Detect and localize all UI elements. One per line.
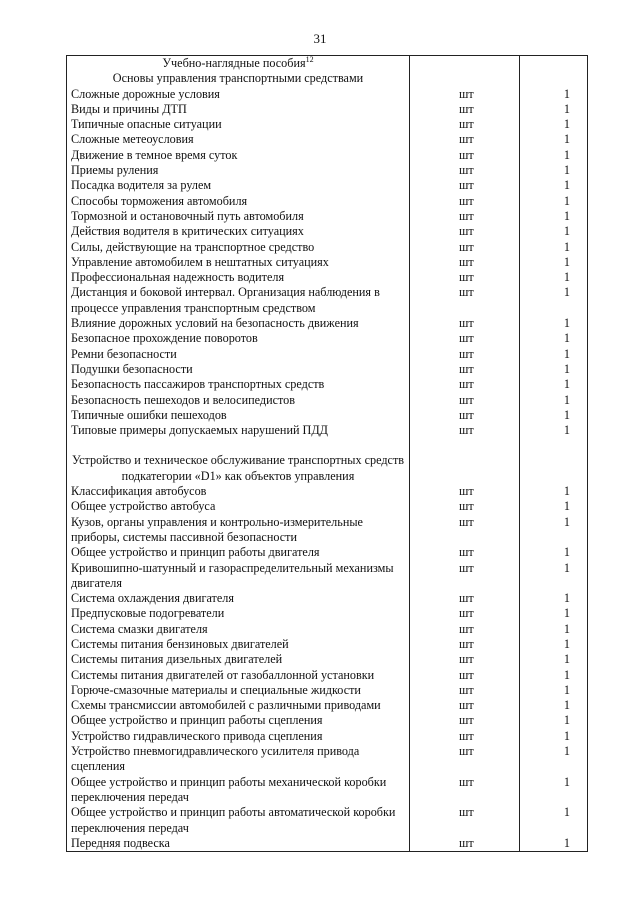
item-name: Системы питания бензиновых двигателей [67,637,410,652]
item-name: Система охлаждения двигателя [67,591,410,606]
item-name: Безопасность пешеходов и велосипедистов [67,393,410,408]
table-row [67,775,588,806]
item-qty: 1 [520,316,588,331]
item-name: Общее устройство и принцип работы механической коробки переключения передач [67,775,410,806]
item-unit: шт [410,683,520,698]
item-qty: 1 [520,729,588,744]
empty-cell [410,56,520,72]
item-qty: 1 [520,178,588,193]
item-qty: 1 [520,132,588,147]
item-qty: 1 [520,163,588,178]
table-row [67,591,588,606]
item-unit: шт [410,805,520,836]
item-unit: шт [410,637,520,652]
item-name: Общее устройство и принцип работы автоматической коробки переключения передач [67,805,410,836]
item-unit: шт [410,117,520,132]
item-unit: шт [410,178,520,193]
empty-cell [410,453,520,484]
empty-cell [520,56,588,72]
table-row [67,377,588,392]
table-row [67,606,588,621]
table-row [67,393,588,408]
table-row [67,729,588,744]
item-name: Посадка водителя за рулем [67,178,410,193]
table-row [67,255,588,270]
page-number: 31 [313,31,327,46]
item-unit: шт [410,255,520,270]
table-row [67,622,588,637]
table-row [67,408,588,423]
table-row [67,836,588,852]
item-qty: 1 [520,499,588,514]
table-header-row [67,56,588,72]
empty-cell [410,438,520,453]
item-name: Профессиональная надежность водителя [67,270,410,285]
item-qty: 1 [520,744,588,775]
item-qty: 1 [520,285,588,316]
item-unit: шт [410,698,520,713]
item-name: Устройство гидравлического привода сцепления [67,729,410,744]
item-qty: 1 [520,683,588,698]
item-qty: 1 [520,270,588,285]
table-row [67,561,588,592]
item-name: Передняя подвеска [67,836,410,852]
item-qty: 1 [520,561,588,592]
table-row [67,713,588,728]
item-unit: шт [410,408,520,423]
item-name: Подушки безопасности [67,362,410,377]
empty-cell [520,71,588,86]
item-unit: шт [410,729,520,744]
section-heading-row [67,453,588,484]
table-title: Учебно-наглядные пособия [162,56,306,70]
item-name: Горюче-смазочные материалы и специальные жидкости [67,683,410,698]
item-name: Ремни безопасности [67,347,410,362]
item-qty: 1 [520,545,588,560]
item-qty: 1 [520,148,588,163]
empty-cell [520,438,588,453]
item-unit: шт [410,652,520,667]
item-unit: шт [410,209,520,224]
table-row [67,683,588,698]
section-heading: Устройство и техническое обслуживание транспортных средств подкатегории «D1» как объектов управления [67,453,410,484]
table-row [67,652,588,667]
item-name: Движение в темное время суток [67,148,410,163]
item-qty: 1 [520,255,588,270]
item-unit: шт [410,499,520,514]
item-name: Общее устройство автобуса [67,499,410,514]
item-unit: шт [410,331,520,346]
item-qty: 1 [520,194,588,209]
item-qty: 1 [520,393,588,408]
table-row [67,240,588,255]
item-qty: 1 [520,87,588,102]
item-name: Предпусковые подогреватели [67,606,410,621]
table-row [67,668,588,683]
item-qty: 1 [520,484,588,499]
item-name: Типовые примеры допускаемых нарушений ПДД [67,423,410,438]
item-qty: 1 [520,713,588,728]
item-qty: 1 [520,805,588,836]
table-row [67,102,588,117]
table-title-cell [67,56,410,72]
item-unit: шт [410,224,520,239]
item-name: Устройство пневмогидравлического усилителя привода сцепления [67,744,410,775]
item-qty: 1 [520,224,588,239]
item-unit: шт [410,393,520,408]
item-qty: 1 [520,622,588,637]
item-qty: 1 [520,515,588,546]
section-heading-row [67,71,588,86]
item-qty: 1 [520,377,588,392]
item-name: Система смазки двигателя [67,622,410,637]
table-row [67,148,588,163]
item-qty: 1 [520,408,588,423]
item-unit: шт [410,545,520,560]
table-row [67,132,588,147]
item-name: Классификация автобусов [67,484,410,499]
item-name: Дистанция и боковой интервал. Организация наблюдения в процессе управления транспортным средством [67,285,410,316]
item-qty: 1 [520,606,588,621]
item-unit: шт [410,240,520,255]
item-unit: шт [410,132,520,147]
item-unit: шт [410,515,520,546]
item-qty: 1 [520,240,588,255]
item-name: Сложные метеоусловия [67,132,410,147]
item-name: Приемы руления [67,163,410,178]
teaching-aids-table [66,55,588,852]
spacer-row [67,438,588,453]
item-name: Управление автомобилем в нештатных ситуациях [67,255,410,270]
item-unit: шт [410,285,520,316]
item-qty: 1 [520,637,588,652]
item-name: Виды и причины ДТП [67,102,410,117]
item-unit: шт [410,377,520,392]
item-name: Тормозной и остановочный путь автомобиля [67,209,410,224]
item-unit: шт [410,163,520,178]
table-row [67,209,588,224]
item-qty: 1 [520,331,588,346]
item-qty: 1 [520,591,588,606]
section-heading: Основы управления транспортными средствами [67,71,410,86]
table-row [67,87,588,102]
item-name: Влияние дорожных условий на безопасность движения [67,316,410,331]
item-unit: шт [410,347,520,362]
table-row [67,194,588,209]
table-row [67,545,588,560]
item-unit: шт [410,713,520,728]
table-row [67,316,588,331]
item-qty: 1 [520,209,588,224]
item-qty: 1 [520,775,588,806]
item-qty: 1 [520,668,588,683]
table-body [67,56,588,852]
item-name: Схемы трансмиссии автомобилей с различными приводами [67,698,410,713]
item-unit: шт [410,744,520,775]
table-row [67,347,588,362]
empty-cell [410,71,520,86]
empty-cell [67,438,410,453]
item-unit: шт [410,836,520,852]
item-unit: шт [410,775,520,806]
table-row [67,163,588,178]
item-name: Типичные ошибки пешеходов [67,408,410,423]
item-qty: 1 [520,117,588,132]
item-name: Безопасное прохождение поворотов [67,331,410,346]
table-row [67,515,588,546]
item-name: Безопасность пассажиров транспортных средств [67,377,410,392]
table-row [67,285,588,316]
table-row [67,637,588,652]
item-name: Кузов, органы управления и контрольно-измерительные приборы, системы пассивной безопасности [67,515,410,546]
item-unit: шт [410,148,520,163]
item-name: Типичные опасные ситуации [67,117,410,132]
item-unit: шт [410,561,520,592]
item-name: Системы питания дизельных двигателей [67,652,410,667]
item-name: Кривошипно-шатунный и газораспределительный механизмы двигателя [67,561,410,592]
table-row [67,698,588,713]
item-qty: 1 [520,362,588,377]
item-qty: 1 [520,423,588,438]
item-unit: шт [410,194,520,209]
item-name: Сложные дорожные условия [67,87,410,102]
item-qty: 1 [520,347,588,362]
item-name: Системы питания двигателей от газобаллонной установки [67,668,410,683]
table-row [67,362,588,377]
table-row [67,484,588,499]
item-unit: шт [410,423,520,438]
item-unit: шт [410,484,520,499]
item-unit: шт [410,87,520,102]
empty-cell [520,453,588,484]
table-row [67,805,588,836]
item-qty: 1 [520,652,588,667]
item-qty: 1 [520,698,588,713]
item-name: Способы торможения автомобиля [67,194,410,209]
item-unit: шт [410,362,520,377]
item-unit: шт [410,316,520,331]
item-name: Силы, действующие на транспортное средство [67,240,410,255]
table-row [67,331,588,346]
item-unit: шт [410,668,520,683]
item-unit: шт [410,270,520,285]
item-unit: шт [410,622,520,637]
item-qty: 1 [520,102,588,117]
table-row [67,270,588,285]
table-row [67,744,588,775]
item-name: Общее устройство и принцип работы сцепления [67,713,410,728]
table-row [67,423,588,438]
item-unit: шт [410,606,520,621]
item-name: Общее устройство и принцип работы двигателя [67,545,410,560]
table-row [67,224,588,239]
item-unit: шт [410,591,520,606]
table-row [67,499,588,514]
footnote-ref: 12 [305,54,314,64]
table-row [67,178,588,193]
item-qty: 1 [520,836,588,852]
table-row [67,117,588,132]
item-unit: шт [410,102,520,117]
item-name: Действия водителя в критических ситуациях [67,224,410,239]
